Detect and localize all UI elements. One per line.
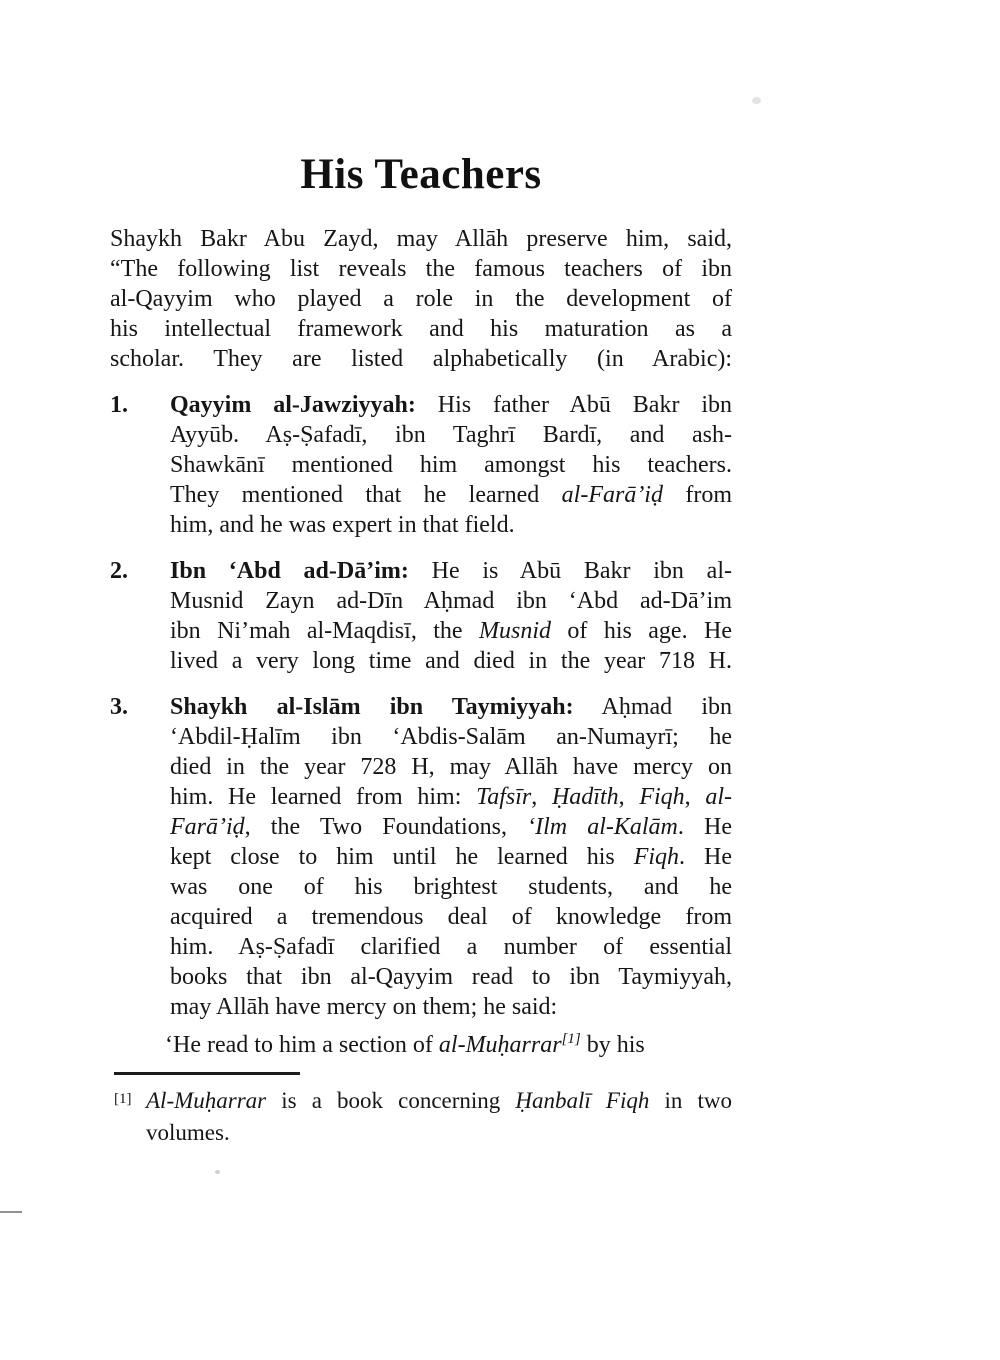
scan-speck-top-right <box>752 97 761 104</box>
text-line: Al-Muḥarrar is a book concerning Ḥanbalī Fiqh in two <box>146 1088 732 1113</box>
text-line: ‘Abdil-Ḥalīm ibn ‘Abdis-Salām an-Numayrī; he <box>170 724 732 750</box>
text-line: scholar. They are listed alphabetically (in Arabic): <box>110 346 732 372</box>
text-line: may Allāh have mercy on them; he said: <box>170 994 558 1020</box>
list-item-number: 1. <box>110 392 128 418</box>
list-item-text <box>170 390 732 540</box>
text-line: him, and he was expert in that field. <box>170 512 515 538</box>
text-line: him. He learned from him: Tafsīr, Ḥadīth, Fiqh, al- <box>170 784 733 810</box>
list-item-text <box>170 692 732 1022</box>
list-item-3 <box>110 692 732 1022</box>
list-item-text <box>170 556 732 676</box>
text-line: was one of his brightest students, and he <box>170 874 732 900</box>
scan-speck-below-footnote <box>215 1170 220 1174</box>
text-line: Ibn ‘Abd ad-Dā’im: He is Abū Bakr ibn al- <box>170 558 732 584</box>
text-line: acquired a tremendous deal of knowledge from <box>170 904 732 930</box>
text-line: died in the year 728 H, may Allāh have mercy on <box>170 754 732 780</box>
list-item-number: 3. <box>110 694 128 720</box>
text-line: al-Qayyim who played a role in the development of <box>110 286 732 312</box>
text-line: Shawkānī mentioned him amongst his teachers. <box>170 452 732 478</box>
page-title: His Teachers <box>300 151 542 198</box>
list-item-1 <box>110 390 732 540</box>
text-line: ‘He read to him a section of al-Muḥarrar[1] by his <box>165 1031 645 1058</box>
text-line: kept close to him until he learned his Fiqh. He <box>170 844 733 870</box>
scan-mark-left-edge <box>0 1211 22 1213</box>
footnote-divider <box>114 1072 300 1075</box>
list-item-number: 2. <box>110 558 128 584</box>
block-quote <box>165 1030 732 1060</box>
text-line: Musnid Zayn ad-Dīn Aḥmad ibn ‘Abd ad-Dā’im <box>170 588 732 614</box>
text-line: books that ibn al-Qayyim read to ibn Taymiyyah, <box>170 964 732 990</box>
text-line: ibn Ni’mah al-Maqdisī, the Musnid of his age. He <box>170 618 732 644</box>
text-line: Shaykh al-Islām ibn Taymiyyah: Aḥmad ibn <box>170 694 733 720</box>
footnote-text <box>146 1085 732 1149</box>
text-line: his intellectual framework and his maturation as a <box>110 316 732 342</box>
footnote <box>114 1085 732 1149</box>
text-line: him. Aṣ-Ṣafadī clarified a number of essential <box>170 934 732 960</box>
text-line: Qayyim al-Jawziyyah: His father Abū Bakr ibn <box>170 392 733 418</box>
text-line: Ayyūb. Aṣ-Ṣafadī, ibn Taghrī Bardī, and ash- <box>170 422 732 448</box>
text-line: Shaykh Bakr Abu Zayd, may Allāh preserve him, said, <box>110 226 732 252</box>
text-line: “The following list reveals the famous teachers of ibn <box>110 256 732 282</box>
text-line: They mentioned that he learned al-Farā’iḍ from <box>170 482 732 508</box>
text-line: lived a very long time and died in the year 718 H. <box>170 648 732 674</box>
intro-paragraph <box>110 224 732 374</box>
text-line: Farā’iḍ, the Two Foundations, ‘Ilm al-Kalām. He <box>170 814 733 840</box>
list-item-2 <box>110 556 732 676</box>
footnote-marker: [1] <box>114 1091 132 1107</box>
text-line: volumes. <box>146 1120 230 1145</box>
text-block <box>110 0 732 1149</box>
